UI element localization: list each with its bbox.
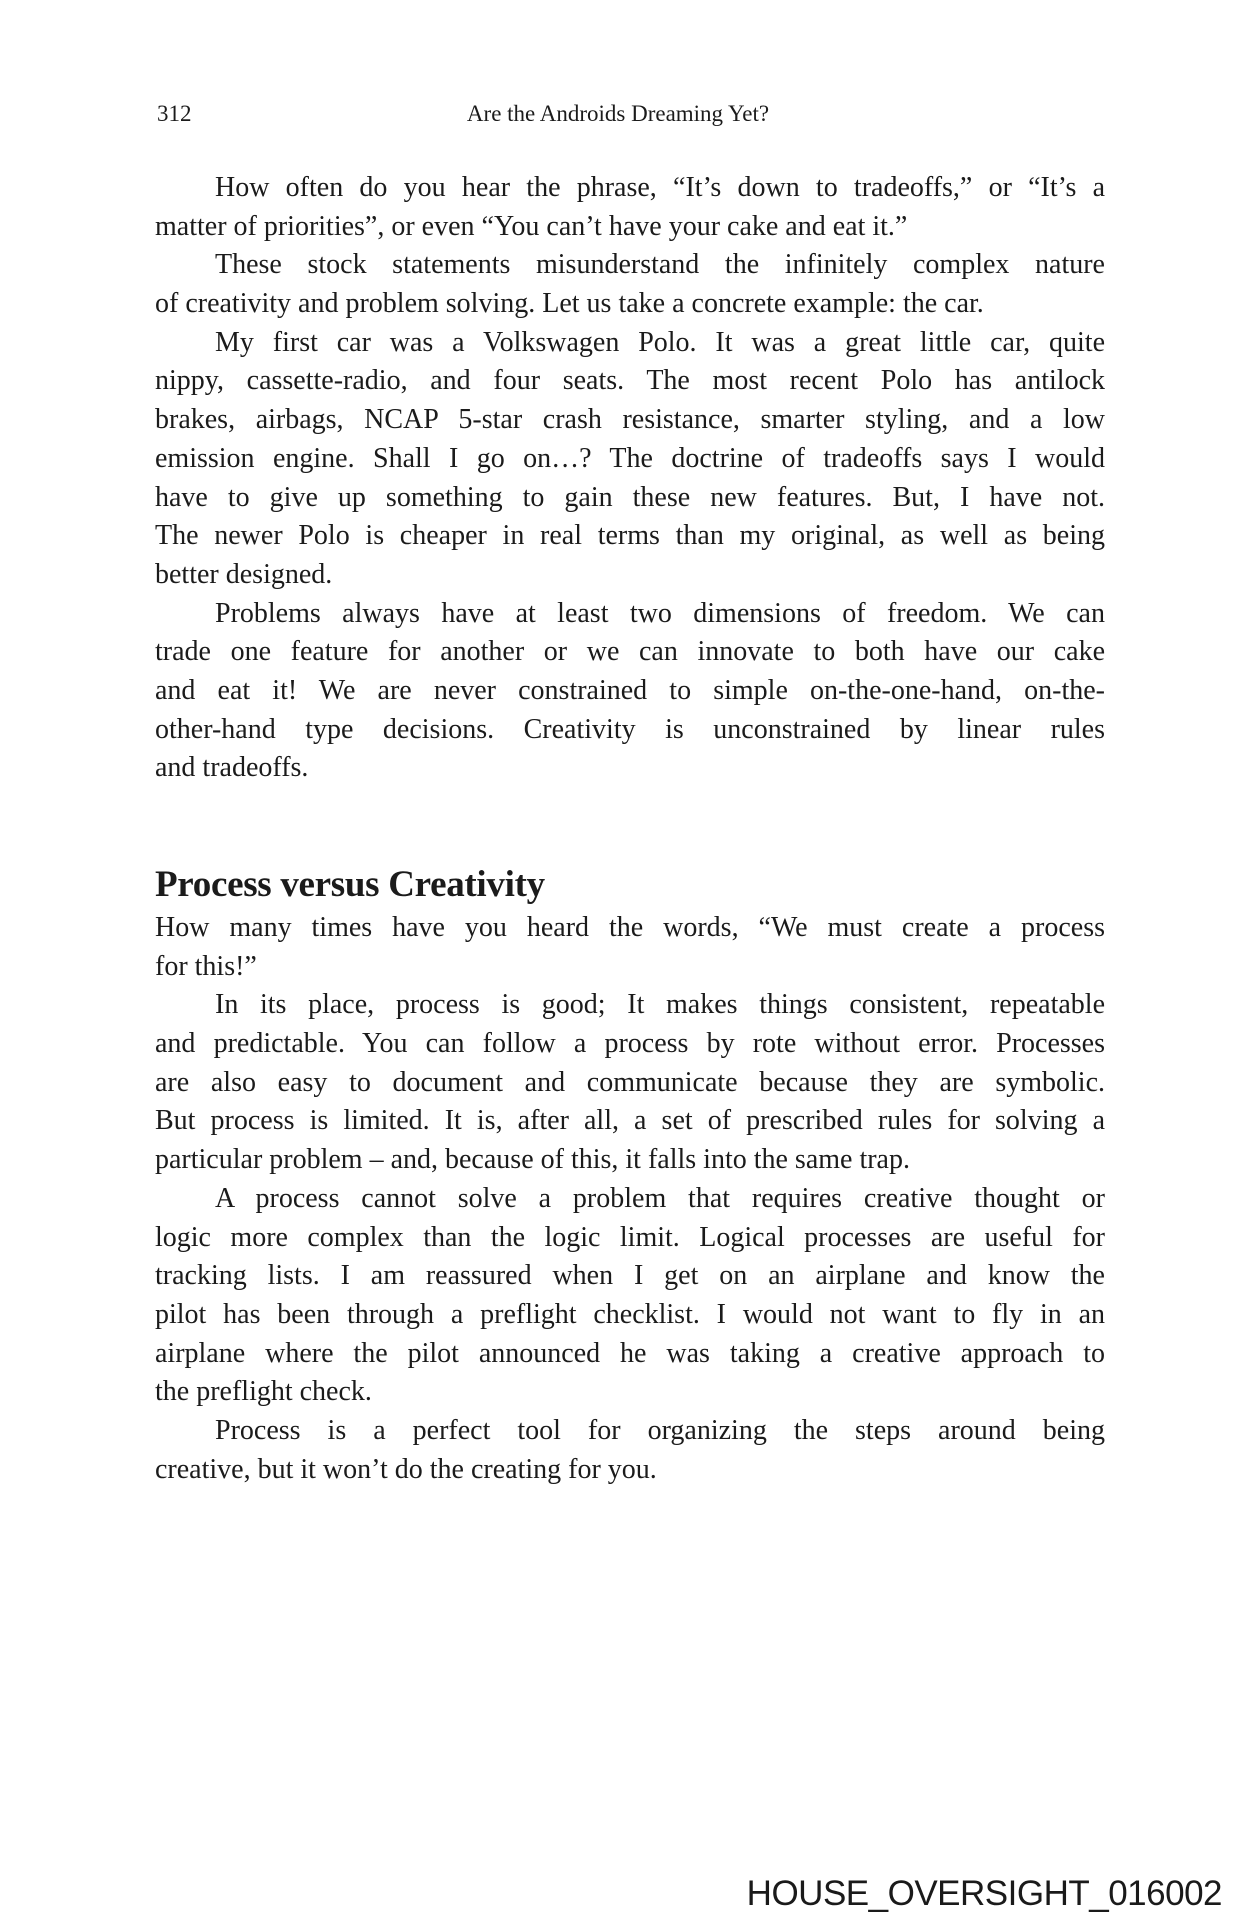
text-line: other-hand type decisions. Creativity is unconstrained by linear rules xyxy=(155,713,1105,745)
text-line: have to give up something to gain these new features. But, I have not. xyxy=(155,481,1105,513)
bates-stamp: HOUSE_OVERSIGHT_016002 xyxy=(746,1874,1222,1913)
text-line: brakes, airbags, NCAP 5-star crash resistance, smarter styling, and a low xyxy=(155,404,1105,436)
text-line: tracking lists. I am reassured when I get on an airplane and know the xyxy=(155,1260,1105,1292)
text-line: are also easy to document and communicate because they are symbolic. xyxy=(155,1066,1105,1098)
text-line: and tradeoffs. xyxy=(155,752,309,784)
paragraph xyxy=(155,595,1105,788)
section-heading: Process versus Creativity xyxy=(155,864,545,905)
paragraph xyxy=(155,169,1105,246)
text-line: and eat it! We are never constrained to simple on-the-one-hand, on-the- xyxy=(155,674,1105,706)
page-content xyxy=(155,169,1105,1489)
text-line: airplane where the pilot announced he was taking a creative approach to xyxy=(155,1337,1105,1369)
text-line: Process is a perfect tool for organizing the steps around being xyxy=(215,1414,1105,1446)
running-title: Are the Androids Dreaming Yet? xyxy=(466,101,770,126)
text-line: emission engine. Shall I go on…? The doctrine of tradeoffs says I would xyxy=(155,442,1105,474)
text-line: better designed. xyxy=(155,558,333,590)
paragraph xyxy=(155,909,1105,986)
text-line: These stock statements misunderstand the infinitely complex nature xyxy=(215,249,1105,281)
text-line: matter of priorities”, or even “You can’t have your cake and eat it.” xyxy=(155,210,908,242)
page-header xyxy=(155,99,1105,129)
text-line: Problems always have at least two dimensions of freedom. We can xyxy=(215,597,1105,629)
text-line: My first car was a Volkswagen Polo. It was a great little car, quite xyxy=(215,326,1105,358)
text-line: But process is limited. It is, after all, a set of prescribed rules for solving a xyxy=(155,1105,1105,1137)
text-line: A process cannot solve a problem that requires creative thought or xyxy=(215,1182,1105,1214)
text-line: the preflight check. xyxy=(155,1376,372,1408)
text-line: for this!” xyxy=(155,950,257,982)
paragraph xyxy=(155,246,1105,323)
text-line: particular problem – and, because of this, it falls into the same trap. xyxy=(155,1144,910,1176)
text-line: logic more complex than the logic limit. Logical processes are useful for xyxy=(155,1221,1105,1253)
text-line: In its place, process is good; It makes things consistent, repeatable xyxy=(215,989,1105,1021)
text-line: nippy, cassette-radio, and four seats. The most recent Polo has antilock xyxy=(155,365,1105,397)
paragraph xyxy=(155,324,1105,595)
text-line: and predictable. You can follow a process by rote without error. Processes xyxy=(155,1028,1105,1060)
text-line: How often do you hear the phrase, “It’s down to tradeoffs,” or “It’s a xyxy=(215,172,1105,203)
page-number: 312 xyxy=(157,101,192,126)
paragraph xyxy=(155,1412,1105,1489)
text-line: The newer Polo is cheaper in real terms than my original, as well as being xyxy=(155,520,1105,552)
text-line: creative, but it won’t do the creating for you. xyxy=(155,1453,657,1485)
text-line: of creativity and problem solving. Let us take a concrete example: the car. xyxy=(155,288,984,320)
text-line: How many times have you heard the words, “We must create a process xyxy=(155,912,1105,943)
text-line: trade one feature for another or we can innovate to both have our cake xyxy=(155,636,1105,668)
paragraph xyxy=(155,986,1105,1179)
text-line: pilot has been through a preflight checklist. I would not want to fly in an xyxy=(155,1298,1105,1330)
paragraph xyxy=(155,1180,1105,1412)
